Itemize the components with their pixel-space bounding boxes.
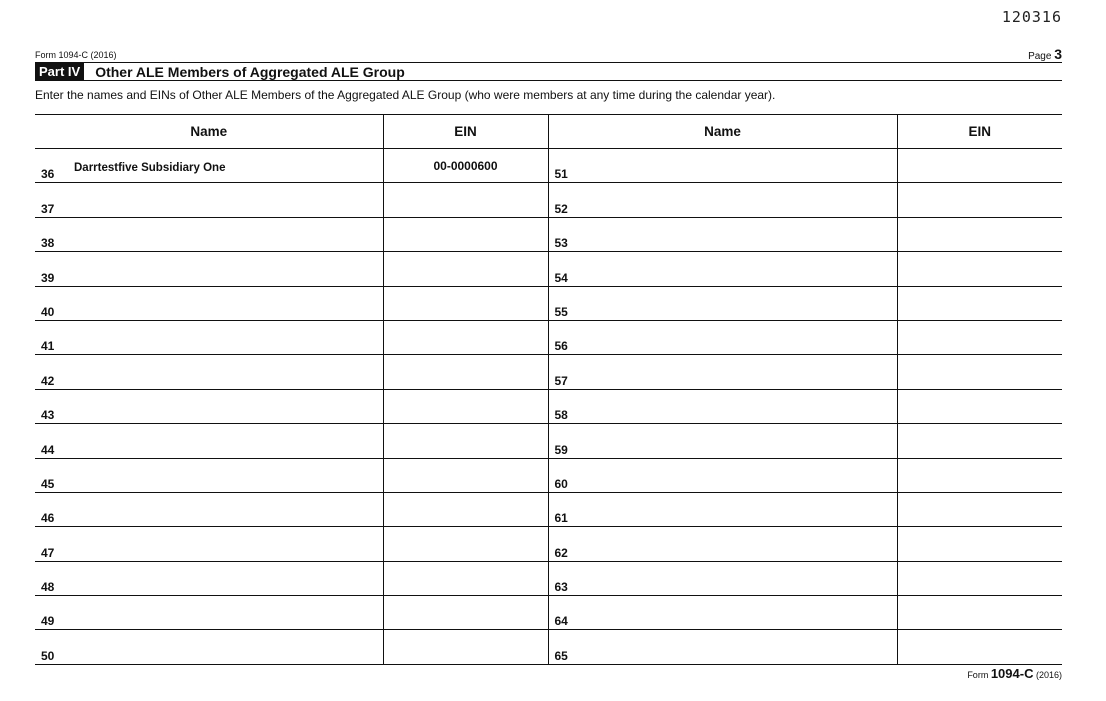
part-tag: Part IV [35, 63, 84, 80]
form-footer [967, 666, 1062, 681]
member-ein-field[interactable] [897, 492, 1062, 526]
line-number: 40 [41, 304, 55, 319]
table-row [35, 561, 1062, 595]
member-ein-field[interactable] [897, 630, 1062, 664]
table-row [35, 527, 1062, 561]
member-ein-field[interactable] [383, 424, 548, 458]
line-number: 65 [554, 648, 568, 663]
member-name-field[interactable] [35, 458, 383, 492]
member-name-field[interactable] [35, 217, 383, 251]
line-number: 62 [554, 545, 568, 560]
page-number: 3 [1054, 46, 1062, 62]
table-row [35, 286, 1062, 320]
table-row [35, 320, 1062, 354]
member-name-field[interactable] [35, 492, 383, 526]
member-name-field[interactable] [548, 527, 897, 561]
name-column-header: Name [548, 115, 897, 149]
line-number: 63 [554, 580, 568, 595]
line-number: 59 [554, 442, 568, 457]
member-ein-field[interactable] [383, 389, 548, 423]
table-row [35, 217, 1062, 251]
line-number: 49 [41, 614, 55, 629]
line-number: 64 [554, 614, 568, 629]
member-name-field[interactable] [35, 252, 383, 286]
member-name-field[interactable] [548, 458, 897, 492]
ein-column-header: EIN [383, 115, 548, 149]
line-number: 41 [41, 339, 55, 354]
line-number: 54 [554, 270, 568, 285]
member-name-field[interactable] [35, 596, 383, 630]
member-name-field[interactable] [35, 355, 383, 389]
member-name-field[interactable] [548, 355, 897, 389]
member-ein-field[interactable] [897, 286, 1062, 320]
members-table [35, 114, 1062, 665]
part-title: Other ALE Members of Aggregated ALE Group [95, 63, 405, 80]
member-name-field[interactable] [35, 561, 383, 595]
member-name-field[interactable] [35, 630, 383, 664]
table-row [35, 596, 1062, 630]
member-name-field[interactable] [548, 561, 897, 595]
line-number: 60 [554, 476, 568, 491]
footer-form-word: Form [967, 670, 989, 680]
member-name-field[interactable] [35, 183, 383, 217]
member-ein-field[interactable] [897, 320, 1062, 354]
table-row [35, 149, 1062, 183]
line-number: 50 [41, 648, 55, 663]
member-ein-field[interactable] [383, 596, 548, 630]
line-number: 61 [554, 511, 568, 526]
member-ein-field[interactable] [383, 630, 548, 664]
member-name-field[interactable] [35, 320, 383, 354]
name-column-header: Name [35, 115, 383, 149]
line-number: 46 [41, 511, 55, 526]
member-name-field[interactable] [548, 492, 897, 526]
member-name-field[interactable] [548, 424, 897, 458]
member-ein-field[interactable] [383, 320, 548, 354]
member-ein-field[interactable] [383, 183, 548, 217]
line-number: 47 [41, 545, 55, 560]
members-table-body [35, 149, 1062, 665]
line-number: 48 [41, 580, 55, 595]
member-ein-field[interactable] [897, 389, 1062, 423]
member-ein-field[interactable] [897, 424, 1062, 458]
line-number: 57 [554, 373, 568, 388]
part-rule [35, 80, 1062, 81]
ein-column-header: EIN [897, 115, 1062, 149]
member-ein-field[interactable] [383, 252, 548, 286]
form-code: 120316 [1001, 8, 1062, 26]
table-row [35, 355, 1062, 389]
footer-form-number: 1094-C [990, 666, 1034, 681]
member-name-field[interactable] [548, 252, 897, 286]
member-ein-field[interactable] [897, 527, 1062, 561]
line-number: 55 [554, 304, 568, 319]
member-ein-field[interactable] [897, 596, 1062, 630]
member-ein-field[interactable] [383, 458, 548, 492]
member-name-field[interactable] [548, 183, 897, 217]
line-number: 56 [554, 339, 568, 354]
table-row [35, 424, 1062, 458]
part-instructions: Enter the names and EINs of Other ALE Members of the Aggregated ALE Group (who were members at any time during the calendar year). [35, 88, 776, 102]
footer-year: (2016) [1035, 670, 1062, 680]
table-header-row [35, 115, 1062, 149]
member-ein-field[interactable] [383, 561, 548, 595]
member-ein-field[interactable] [897, 355, 1062, 389]
line-number: 37 [41, 201, 55, 216]
member-name-field[interactable] [548, 286, 897, 320]
member-name-field[interactable] [548, 596, 897, 630]
form-header-label: Form 1094-C (2016) [35, 50, 117, 60]
member-name-field[interactable] [548, 217, 897, 251]
page-label: Page [1028, 51, 1052, 62]
member-name-field[interactable] [35, 424, 383, 458]
member-ein-field[interactable] [383, 492, 548, 526]
member-name-field[interactable] [35, 286, 383, 320]
member-ein-field[interactable] [897, 252, 1062, 286]
part-heading [35, 63, 1062, 80]
table-row [35, 389, 1062, 423]
table-row [35, 630, 1062, 664]
member-ein-field[interactable] [383, 217, 548, 251]
member-name-field[interactable] [548, 389, 897, 423]
line-number: 42 [41, 373, 55, 388]
page-indicator [1028, 46, 1062, 62]
line-number: 52 [554, 201, 568, 216]
line-number: 44 [41, 442, 55, 457]
line-number: 51 [554, 167, 568, 182]
member-name-field[interactable] [35, 527, 383, 561]
member-name-field[interactable] [548, 630, 897, 664]
member-ein-field[interactable] [383, 355, 548, 389]
member-name-field[interactable] [548, 320, 897, 354]
member-name-field[interactable] [35, 149, 383, 183]
line-number: 45 [41, 476, 55, 491]
member-ein-field[interactable] [383, 527, 548, 561]
member-name-value: Darrtestfive Subsidiary One [74, 162, 226, 174]
table-row [35, 492, 1062, 526]
member-ein-field[interactable] [383, 286, 548, 320]
member-ein-field[interactable] [897, 561, 1062, 595]
member-ein-field[interactable] [897, 149, 1062, 183]
member-ein-field[interactable] [383, 149, 548, 183]
member-ein-field[interactable] [897, 217, 1062, 251]
line-number: 38 [41, 236, 55, 251]
member-name-field[interactable] [35, 389, 383, 423]
member-ein-field[interactable] [897, 458, 1062, 492]
line-number: 43 [41, 408, 55, 423]
member-name-field[interactable] [548, 149, 897, 183]
table-row [35, 183, 1062, 217]
line-number: 39 [41, 270, 55, 285]
member-ein-field[interactable] [897, 183, 1062, 217]
member-ein-value: 00-0000600 [433, 158, 498, 173]
line-number: 36 [41, 167, 55, 182]
table-row [35, 458, 1062, 492]
table-row [35, 252, 1062, 286]
line-number: 53 [554, 236, 568, 251]
line-number: 58 [554, 408, 568, 423]
